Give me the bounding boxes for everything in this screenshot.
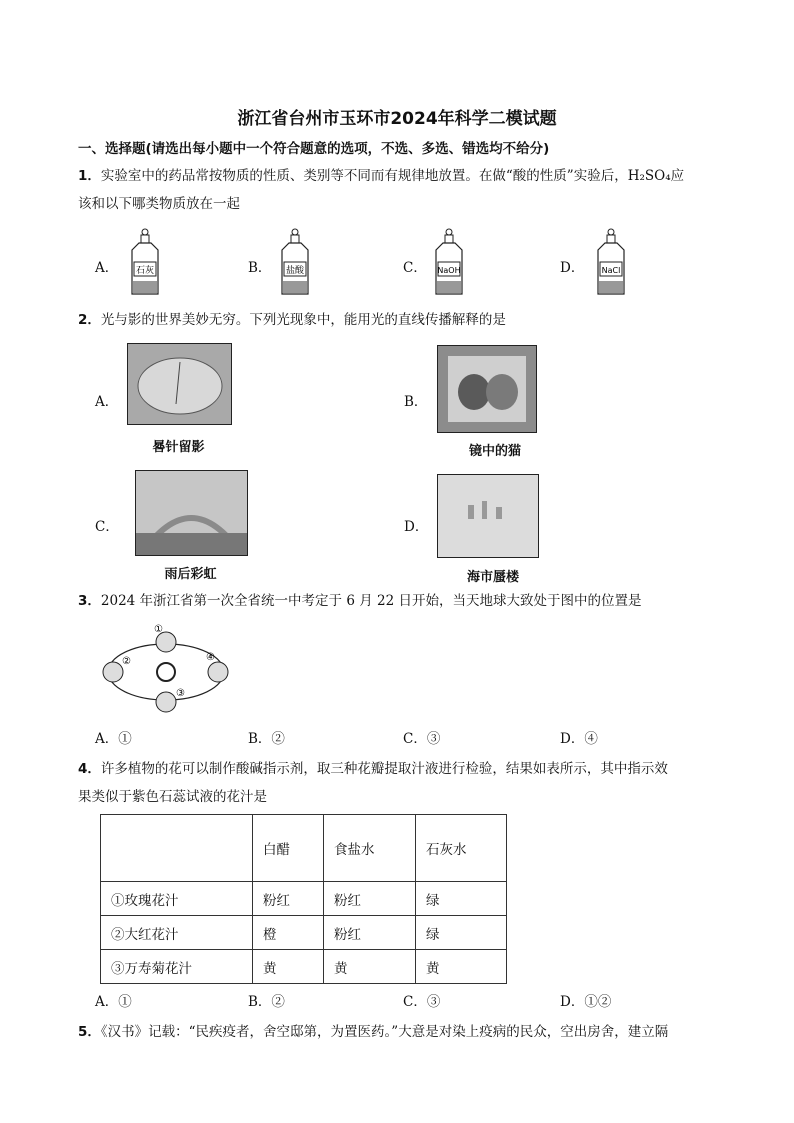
bottle-label: 盐酸	[285, 266, 305, 276]
table-header-cell: 白醋	[253, 815, 324, 882]
question-number: 4．	[78, 761, 101, 777]
bottle-label: NaCl	[601, 266, 621, 275]
table-cell: 绿	[416, 882, 507, 916]
table-cell: 绿	[416, 916, 507, 950]
sundial-photo	[127, 343, 232, 425]
option-letter: B．	[248, 731, 272, 747]
question-3-line: 2024 年浙江省第一次全省统一中考定于 6 月 22 日开始，当天地球大致处于图中的位置是	[100, 593, 642, 609]
option-letter: A．	[95, 994, 119, 1010]
orbit-label-2: ②	[122, 656, 131, 667]
table-cell: 黄	[324, 950, 416, 984]
option-letter: B．	[248, 994, 272, 1010]
table-row	[101, 950, 507, 984]
question-5-line: 《汉书》记载：“民疾疫者，舍空邸第，为置医药。”大意是对染上疫病的民众，空出房舍，建立隔	[100, 1024, 669, 1040]
question-4-line-2: 果类似于紫色石蕊试液的花汁是	[78, 789, 267, 805]
page-title: 浙江省台州市玉环市2024年科学二模试题	[237, 109, 557, 129]
table-header-cell	[101, 815, 253, 882]
q4-option-d	[560, 990, 611, 1010]
option-label: ①	[118, 731, 132, 747]
option-label: ①	[118, 994, 132, 1010]
option-letter: D．	[560, 994, 585, 1010]
table-cell: 粉红	[324, 882, 416, 916]
q4-option-b	[248, 990, 285, 1010]
q2-option-d-caption: 海市蜃楼	[467, 570, 520, 585]
orbit-label-1: ①	[154, 624, 163, 635]
option-letter: D．	[560, 731, 585, 747]
table-cell: ①玫瑰花汁	[101, 882, 253, 916]
q4-option-a	[95, 990, 132, 1010]
table-cell: 粉红	[324, 916, 416, 950]
table-cell: ②大红花汁	[101, 916, 253, 950]
mirage-photo	[437, 474, 539, 558]
reagent-bottle-icon	[428, 226, 470, 296]
table-cell: 黄	[416, 950, 507, 984]
question-4-line-1: 许多植物的花可以制作酸碱指示剂，取三种花瓣提取汁液进行检验，结果如表所示，其中指示效	[100, 761, 668, 777]
question-2-text	[78, 306, 728, 334]
q2-option-a-caption: 晷针留影	[152, 440, 205, 455]
bottle-label: NaOH	[437, 266, 461, 275]
q3-option-d	[560, 727, 598, 747]
cat-mirror-photo	[437, 345, 537, 433]
option-label: ①②	[584, 994, 612, 1010]
table-cell: 粉红	[253, 882, 324, 916]
table-cell: 橙	[253, 916, 324, 950]
orbit-label-4: ④	[206, 652, 215, 663]
table-header-row	[101, 815, 507, 882]
q2-option-d-letter: D．	[404, 519, 429, 535]
option-letter: C．	[403, 994, 427, 1010]
option-label: ③	[426, 994, 441, 1010]
question-1-line-2: 该和以下哪类物质放在一起	[78, 196, 240, 212]
question-number: 5．	[78, 1024, 101, 1040]
table-row	[101, 916, 507, 950]
q1-option-a-letter: A．	[95, 260, 119, 276]
reagent-bottle-icon	[274, 226, 316, 296]
option-label: ②	[271, 731, 285, 747]
q1-option-c-letter: C．	[403, 260, 427, 276]
q4-option-c	[403, 990, 440, 1010]
q2-option-b-caption: 镜中的猫	[469, 444, 522, 459]
question-number: 1．	[78, 168, 101, 184]
reagent-bottle-icon	[590, 226, 632, 296]
question-5-text	[78, 1018, 738, 1046]
question-1-text	[78, 162, 728, 218]
option-label: ③	[426, 731, 441, 747]
option-letter: C．	[403, 731, 427, 747]
question-2-line: 光与影的世界美妙无穷。下列光现象中，能用光的直线传播解释的是	[100, 312, 506, 328]
q3-option-b	[248, 727, 285, 747]
question-1-line-1: 实验室中的药品常按物质的性质、类别等不同而有规律地放置。在做“酸的性质”实验后，H₂SO₄应	[100, 168, 685, 184]
table-cell: ③万寿菊花汁	[101, 950, 253, 984]
q1-option-b-letter: B．	[248, 260, 272, 276]
table-row	[101, 882, 507, 916]
bottle-label: 石灰	[135, 266, 155, 276]
reagent-bottle-icon	[124, 226, 166, 296]
earth-orbit-diagram	[96, 620, 236, 720]
question-number: 2．	[78, 312, 101, 328]
q3-option-a	[95, 727, 132, 747]
q3-option-c	[403, 727, 440, 747]
q2-option-c-letter: C．	[95, 519, 119, 535]
orbit-label-3: ③	[176, 688, 185, 699]
question-3-text	[78, 587, 728, 615]
rainbow-photo	[135, 470, 248, 556]
question-4-text	[78, 755, 728, 811]
table-cell: 黄	[253, 950, 324, 984]
section-heading: 一、选择题(请选出每小题中一个符合题意的选项，不选、多选、错选均不给分)	[78, 141, 550, 157]
q2-option-b-letter: B．	[404, 394, 428, 410]
q1-option-d-letter: D．	[560, 260, 585, 276]
indicator-table	[100, 814, 507, 984]
option-label: ④	[584, 731, 598, 747]
q2-option-a-letter: A．	[95, 394, 119, 410]
table-header-cell: 石灰水	[416, 815, 507, 882]
question-number: 3．	[78, 593, 101, 609]
option-letter: A．	[95, 731, 119, 747]
table-header-cell: 食盐水	[324, 815, 416, 882]
option-label: ②	[271, 994, 285, 1010]
q2-option-c-caption: 雨后彩虹	[164, 567, 217, 582]
